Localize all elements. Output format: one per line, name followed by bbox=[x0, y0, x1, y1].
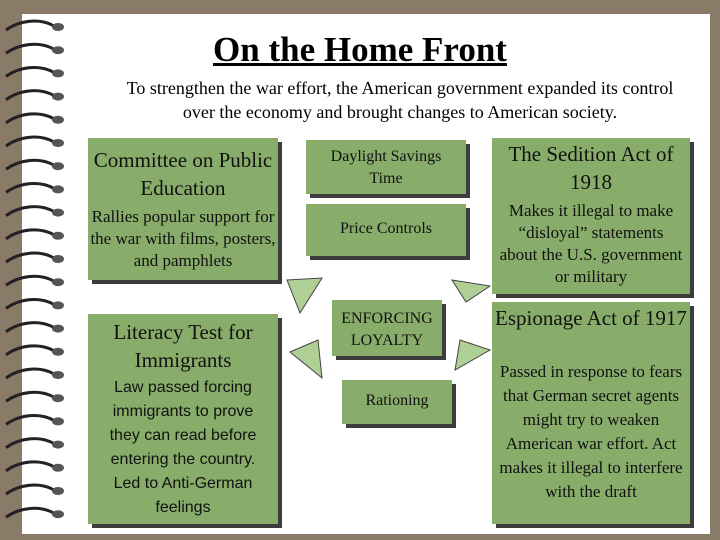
enforcing-loyalty-box bbox=[332, 300, 442, 356]
literacy-heading: Literacy Test for Immigrants bbox=[113, 320, 253, 372]
arrow-lower-right-icon bbox=[455, 340, 490, 370]
arrow-upper-right-icon bbox=[452, 280, 490, 302]
committee-heading: Committee on Public Education bbox=[93, 148, 273, 200]
arrow-upper-left-icon bbox=[287, 278, 322, 313]
committee-body: Rallies popular support for the war with films, posters, and pamphlets bbox=[90, 207, 276, 270]
sedition-heading: The Sedition Act of 1918 bbox=[508, 142, 674, 194]
page-subtitle: To strengthen the war effort, the American government expanded its control over the economy and brought changes to American society. bbox=[126, 78, 674, 122]
daylight-savings-box bbox=[306, 140, 466, 194]
literacy-test-box bbox=[88, 314, 278, 376]
page-title: On the Home Front bbox=[213, 30, 507, 69]
sedition-description-box bbox=[492, 198, 690, 294]
literacy-description-box bbox=[88, 376, 278, 524]
committee-public-education-box bbox=[88, 138, 278, 204]
daylight-label: Daylight Savings Time bbox=[330, 148, 442, 187]
enforcing-loyalty-label: ENFORCING LOYALTY bbox=[341, 310, 433, 349]
rationing-box bbox=[342, 380, 452, 424]
espionage-description-box bbox=[492, 360, 690, 524]
sedition-act-box bbox=[492, 138, 690, 198]
espionage-body: Passed in response to fears that German secret agents might try to weaken American war effort. Act makes it illegal to interfere with the draft bbox=[499, 362, 683, 501]
literacy-body: Law passed forcing immigrants to prove they can read before entering the country. Led to Anti-German feelings bbox=[109, 379, 257, 516]
committee-description-box bbox=[88, 204, 278, 280]
espionage-heading: Espionage Act of 1917 bbox=[495, 306, 687, 330]
sedition-body: Makes it illegal to make “disloyal” statements about the U.S. government or military bbox=[499, 201, 683, 286]
rationing-label: Rationing bbox=[365, 392, 429, 409]
price-controls-box bbox=[306, 204, 466, 256]
espionage-act-box bbox=[492, 302, 690, 360]
price-controls-label: Price Controls bbox=[340, 220, 432, 237]
arrow-lower-left-icon bbox=[290, 340, 322, 378]
